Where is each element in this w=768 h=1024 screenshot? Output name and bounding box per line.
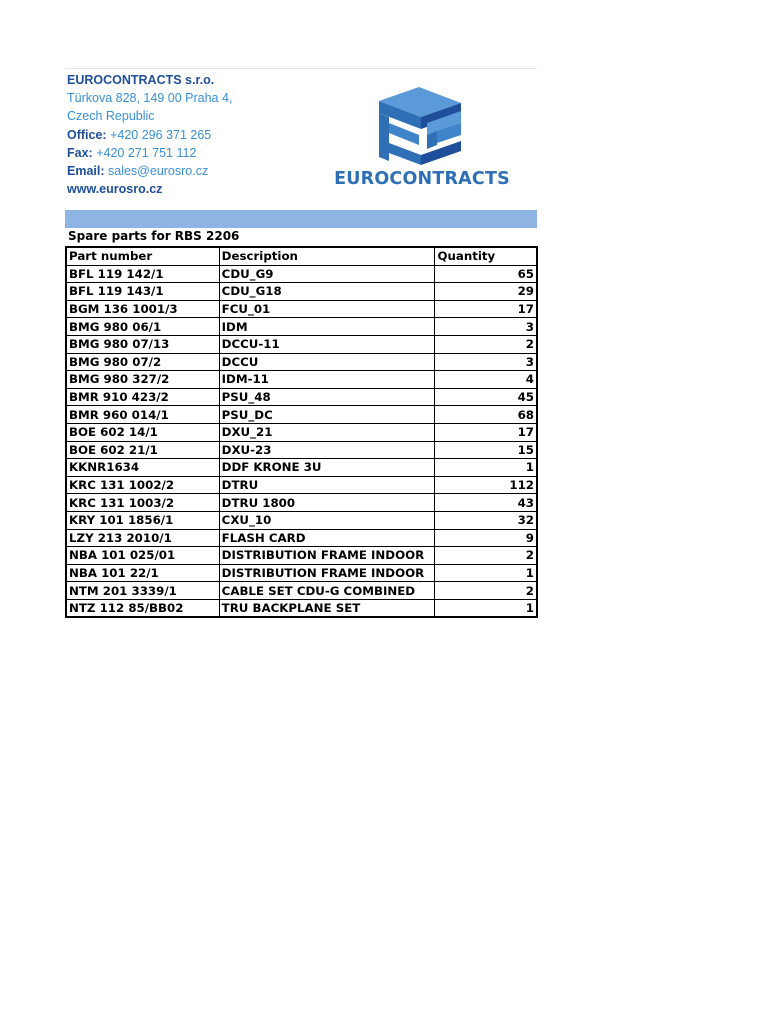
cell-part-number: BOE 602 21/1 bbox=[66, 441, 219, 459]
cell-part-number: KRC 131 1003/2 bbox=[66, 494, 219, 512]
table-row bbox=[66, 353, 537, 371]
header-quantity: Quantity bbox=[435, 247, 537, 265]
cell-description: CDU_G9 bbox=[219, 265, 435, 283]
table-row bbox=[66, 459, 537, 477]
cell-description: CABLE SET CDU-G COMBINED bbox=[219, 582, 435, 600]
table-row bbox=[66, 494, 537, 512]
cell-description: DCCU bbox=[219, 353, 435, 371]
email-value: sales@eurosro.cz bbox=[108, 164, 209, 179]
cell-part-number: BMG 980 07/2 bbox=[66, 353, 219, 371]
table-row bbox=[66, 529, 537, 547]
cell-quantity: 68 bbox=[435, 406, 537, 424]
cell-quantity: 2 bbox=[435, 547, 537, 565]
cell-part-number: BMG 980 06/1 bbox=[66, 318, 219, 336]
letterhead bbox=[65, 69, 537, 209]
table-caption: Spare parts for RBS 2206 bbox=[68, 229, 240, 243]
fax-number bbox=[67, 144, 232, 162]
cell-description: DTRU 1800 bbox=[219, 494, 435, 512]
cell-description: IDM-11 bbox=[219, 371, 435, 389]
cell-part-number: NBA 101 22/1 bbox=[66, 564, 219, 582]
table-row bbox=[66, 265, 537, 283]
header-band bbox=[65, 210, 537, 228]
cell-part-number: BMR 960 014/1 bbox=[66, 406, 219, 424]
table-row bbox=[66, 335, 537, 353]
cell-description: PSU_DC bbox=[219, 406, 435, 424]
table-row bbox=[66, 283, 537, 301]
table-row bbox=[66, 564, 537, 582]
header-description: Description bbox=[219, 247, 435, 265]
fax-label: Fax: bbox=[67, 145, 93, 160]
email-address bbox=[67, 162, 232, 180]
address-line-2: Czech Republic bbox=[67, 109, 155, 124]
cell-part-number: LZY 213 2010/1 bbox=[66, 529, 219, 547]
table-row bbox=[66, 476, 537, 494]
cell-quantity: 112 bbox=[435, 476, 537, 494]
cell-quantity: 17 bbox=[435, 423, 537, 441]
cell-part-number: BGM 136 1001/3 bbox=[66, 300, 219, 318]
cell-quantity: 3 bbox=[435, 318, 537, 336]
company-name: EUROCONTRACTS s.r.o. bbox=[67, 73, 215, 87]
office-phone bbox=[67, 126, 232, 144]
table-row bbox=[66, 371, 537, 389]
table-row bbox=[66, 582, 537, 600]
cell-quantity: 2 bbox=[435, 582, 537, 600]
cell-part-number: NTZ 112 85/BB02 bbox=[66, 599, 219, 617]
cell-part-number: NBA 101 025/01 bbox=[66, 547, 219, 565]
cell-quantity: 1 bbox=[435, 459, 537, 477]
office-label: Office: bbox=[67, 127, 107, 142]
cell-quantity: 29 bbox=[435, 283, 537, 301]
cell-part-number: BMG 980 327/2 bbox=[66, 371, 219, 389]
table-row bbox=[66, 318, 537, 336]
company-logo bbox=[327, 83, 517, 191]
cell-description: TRU BACKPLANE SET bbox=[219, 599, 435, 617]
cell-quantity: 45 bbox=[435, 388, 537, 406]
table-row bbox=[66, 441, 537, 459]
header-part-number: Part number bbox=[66, 247, 219, 265]
table-body bbox=[66, 265, 537, 617]
cell-part-number: KKNR1634 bbox=[66, 459, 219, 477]
contact-block bbox=[67, 71, 232, 198]
cell-quantity: 32 bbox=[435, 511, 537, 529]
cell-quantity: 65 bbox=[435, 265, 537, 283]
spare-parts-table bbox=[65, 246, 538, 618]
cell-quantity: 17 bbox=[435, 300, 537, 318]
cell-description: FCU_01 bbox=[219, 300, 435, 318]
cell-description: DTRU bbox=[219, 476, 435, 494]
address-line-1: Türkova 828, 149 00 Praha 4, bbox=[67, 91, 233, 106]
table-row bbox=[66, 300, 537, 318]
logo-wordmark: EUROCONTRACTS bbox=[334, 169, 510, 189]
logo-mark-icon bbox=[327, 83, 517, 169]
cell-quantity: 15 bbox=[435, 441, 537, 459]
cell-description: DDF KRONE 3U bbox=[219, 459, 435, 477]
cell-quantity: 1 bbox=[435, 599, 537, 617]
cell-description: DCCU-11 bbox=[219, 335, 435, 353]
cell-part-number: BOE 602 14/1 bbox=[66, 423, 219, 441]
table-header-row bbox=[66, 247, 537, 265]
cell-quantity: 3 bbox=[435, 353, 537, 371]
cell-description: CDU_G18 bbox=[219, 283, 435, 301]
cell-quantity: 43 bbox=[435, 494, 537, 512]
cell-quantity: 4 bbox=[435, 371, 537, 389]
cell-part-number: KRC 131 1002/2 bbox=[66, 476, 219, 494]
table-row bbox=[66, 388, 537, 406]
cell-description: DXU-23 bbox=[219, 441, 435, 459]
table-row bbox=[66, 511, 537, 529]
table-row bbox=[66, 599, 537, 617]
cell-description: CXU_10 bbox=[219, 511, 435, 529]
cell-part-number: BMR 910 423/2 bbox=[66, 388, 219, 406]
cell-description: PSU_48 bbox=[219, 388, 435, 406]
cell-description: DISTRIBUTION FRAME INDOOR bbox=[219, 547, 435, 565]
cell-description: DISTRIBUTION FRAME INDOOR bbox=[219, 564, 435, 582]
office-value: +420 296 371 265 bbox=[110, 127, 212, 142]
table-row bbox=[66, 406, 537, 424]
fax-value: +420 271 751 112 bbox=[96, 145, 197, 160]
cell-quantity: 1 bbox=[435, 564, 537, 582]
cell-quantity: 2 bbox=[435, 335, 537, 353]
cell-part-number: BMG 980 07/13 bbox=[66, 335, 219, 353]
cell-part-number: NTM 201 3339/1 bbox=[66, 582, 219, 600]
cell-part-number: BFL 119 143/1 bbox=[66, 283, 219, 301]
cell-description: FLASH CARD bbox=[219, 529, 435, 547]
cell-description: DXU_21 bbox=[219, 423, 435, 441]
cell-quantity: 9 bbox=[435, 529, 537, 547]
website-link[interactable]: www.eurosro.cz bbox=[67, 182, 163, 197]
cell-part-number: KRY 101 1856/1 bbox=[66, 511, 219, 529]
table-row bbox=[66, 423, 537, 441]
cell-description: IDM bbox=[219, 318, 435, 336]
email-label: Email: bbox=[67, 164, 105, 179]
cell-part-number: BFL 119 142/1 bbox=[66, 265, 219, 283]
table-row bbox=[66, 547, 537, 565]
